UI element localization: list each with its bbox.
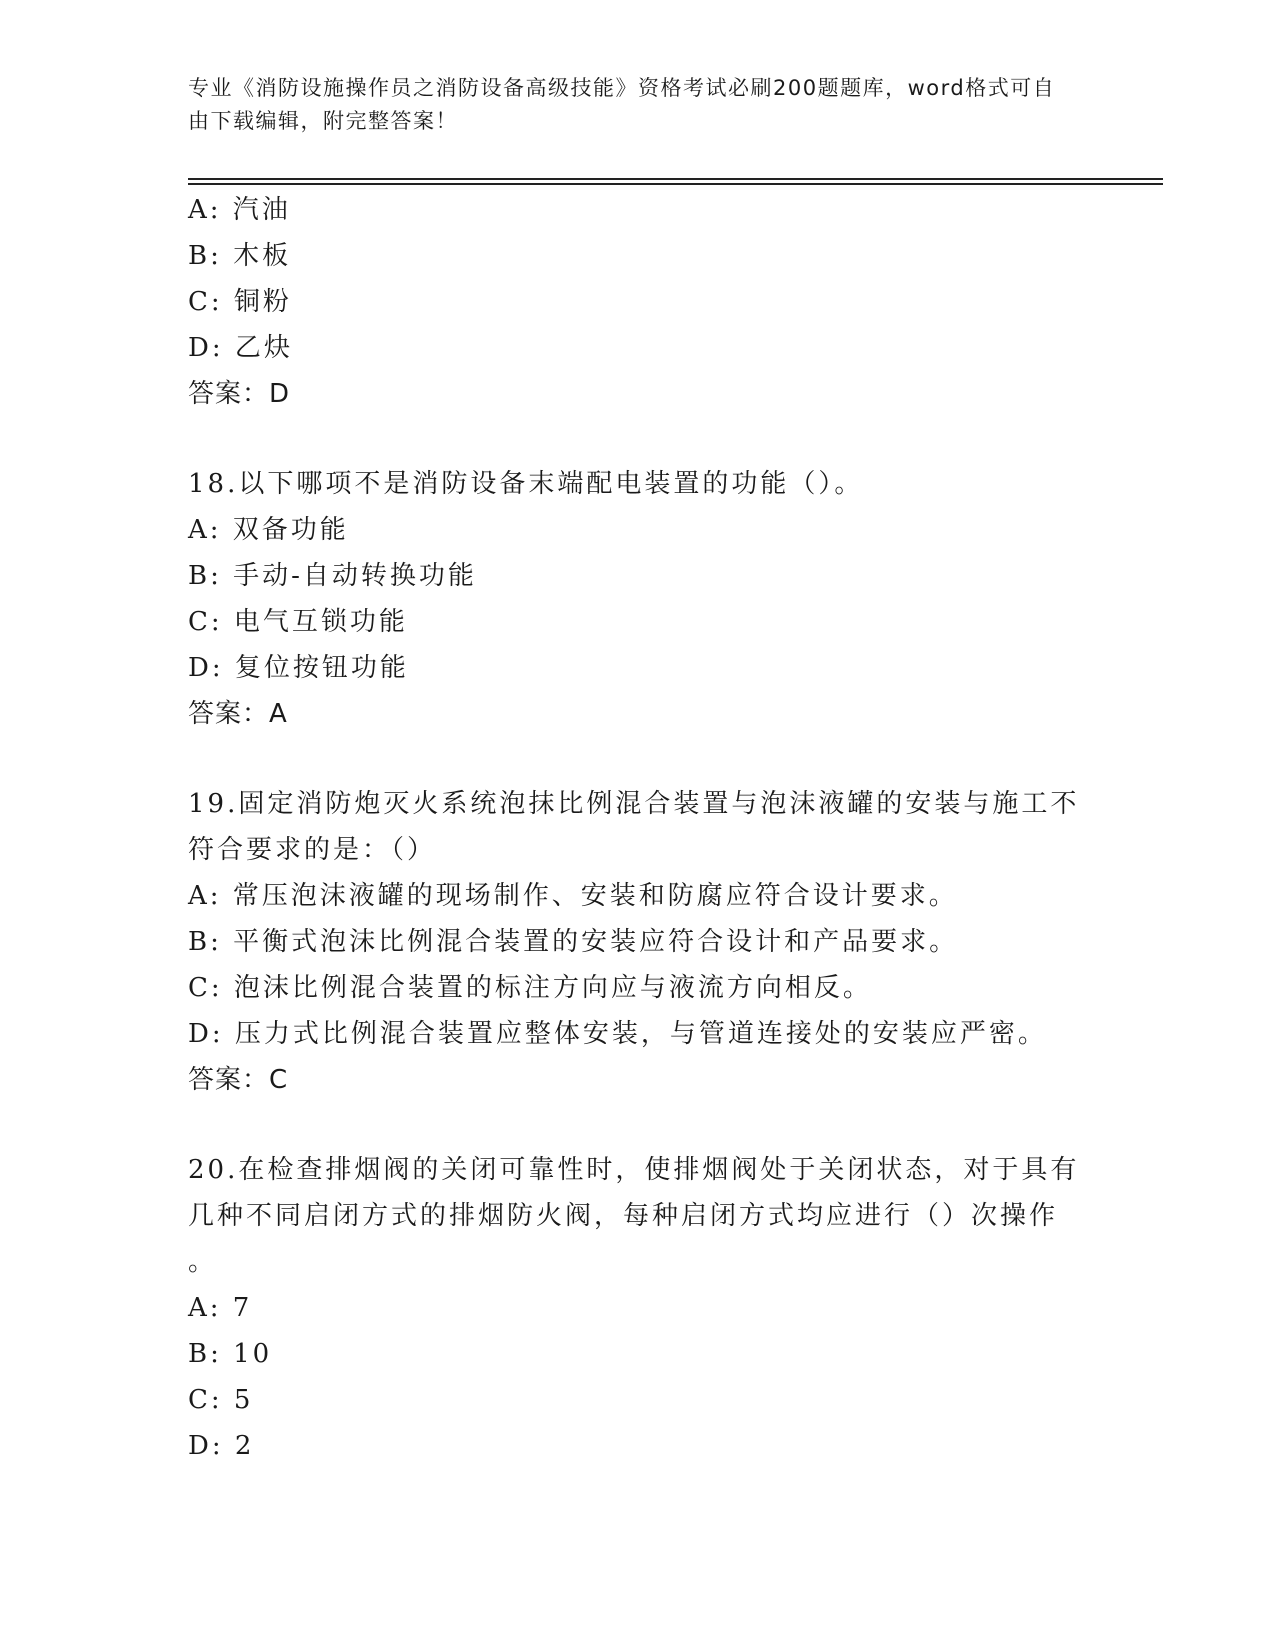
question-text: 18.以下哪项不是消防设备末端配电装置的功能（）。: [188, 469, 864, 499]
option-b: B: 手动-自动转换功能: [188, 561, 477, 591]
option-b: B: 10: [188, 1339, 273, 1369]
question-text-line-2: 几种不同启闭方式的排烟防火阀，每种启闭方式均应进行（）次操作: [188, 1201, 1059, 1231]
option-b: B: 平衡式泡沫比例混合装置的安装应符合设计和产品要求。: [188, 927, 959, 957]
option-c: C: 电气互锁功能: [188, 607, 408, 637]
question-17: [188, 187, 1088, 417]
document-header: [188, 72, 1068, 138]
option-d: D: 乙炔: [188, 333, 293, 363]
option-a: A: 汽油: [188, 195, 291, 225]
option-c: C: 铜粉: [188, 287, 292, 317]
option-c: C: 5: [188, 1385, 254, 1415]
answer-label: 答案：D: [188, 379, 291, 409]
option-b: B: 木板: [188, 241, 292, 271]
question-list: [188, 187, 1088, 1469]
question-text-line-1: 19.固定消防炮灭火系统泡抹比例混合装置与泡沫液罐的安装与施工不: [188, 789, 1080, 819]
answer-label: 答案：A: [188, 699, 288, 729]
option-a: A: 7: [188, 1293, 253, 1323]
question-text-line-2: 符合要求的是：（）: [188, 835, 437, 865]
header-divider-bottom: [188, 183, 1163, 185]
answer-label: 答案：C: [188, 1065, 289, 1095]
question-text-line-3: 。: [188, 1247, 218, 1277]
question-18: [188, 461, 1088, 737]
option-c: C: 泡沫比例混合装置的标注方向应与液流方向相反。: [188, 973, 872, 1003]
question-19: [188, 781, 1088, 1103]
header-divider-top: [188, 178, 1163, 180]
option-a: A: 常压泡沫液罐的现场制作、安装和防腐应符合设计要求。: [188, 881, 958, 911]
option-d: D: 压力式比例混合装置应整体安装，与管道连接处的安装应严密。: [188, 1019, 1047, 1049]
option-d: D: 2: [188, 1431, 255, 1461]
option-a: A: 双备功能: [188, 515, 349, 545]
option-d: D: 复位按钮功能: [188, 653, 409, 683]
question-20: [188, 1147, 1088, 1469]
question-text-line-1: 20.在检查排烟阀的关闭可靠性时，使排烟阀处于关闭状态，对于具有: [188, 1155, 1080, 1185]
document-title: 专业《消防设施操作员之消防设备高级技能》资格考试必刷200题题库，word格式可自由下载编辑，附完整答案！: [188, 76, 1056, 133]
